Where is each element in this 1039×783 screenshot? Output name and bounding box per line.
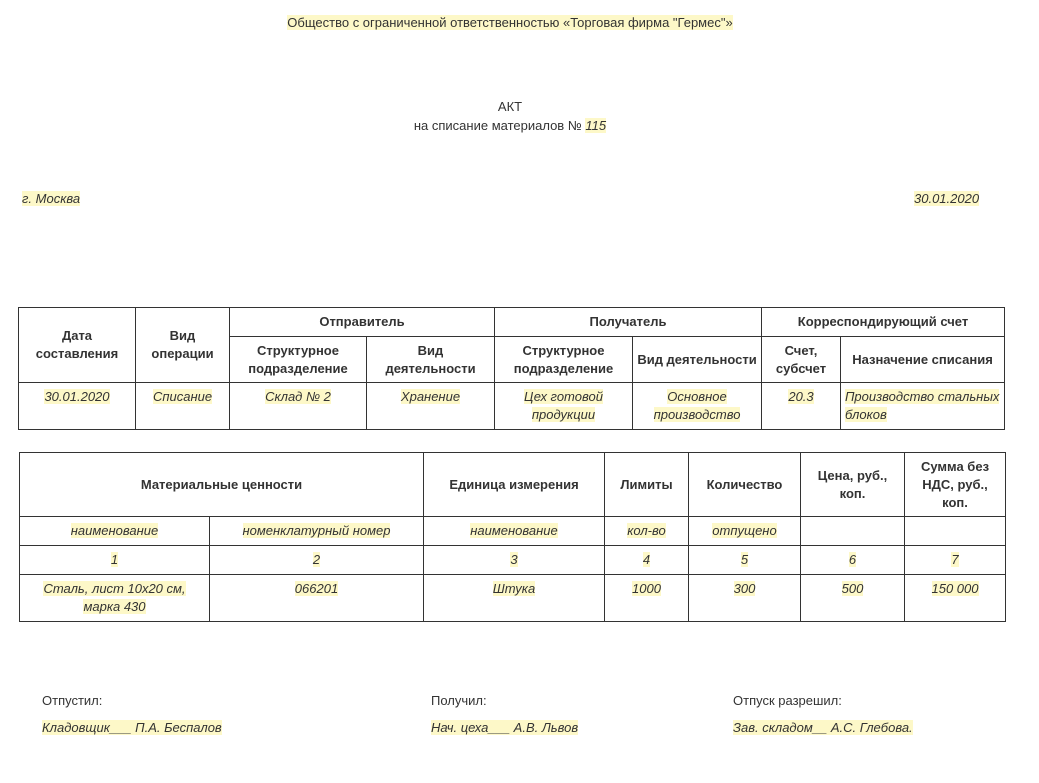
header-sum: Сумма без НДС, руб., коп. — [905, 453, 1006, 517]
column-number: 1 — [20, 546, 210, 575]
column-number: 4 — [605, 546, 689, 575]
cell-receiver-unit: Цех готовой продукции — [495, 383, 633, 430]
column-number: 6 — [801, 546, 905, 575]
header-receiver-unit: Структурное подразделение — [495, 337, 633, 383]
released-label: Отпустил: — [42, 693, 103, 708]
header-operation: Вид операции — [136, 308, 230, 383]
header-subaccount: Счет, субсчет — [762, 337, 841, 383]
header-sender-unit: Структурное подразделение — [230, 337, 367, 383]
act-subtitle-text: на списание материалов № — [413, 118, 582, 133]
cell-price: 500 — [801, 575, 905, 622]
write-off-info-table — [18, 307, 1005, 430]
cell-sum: 150 000 — [905, 575, 1006, 622]
cell-receiver-activity: Основное производство — [633, 383, 762, 430]
header-sender-activity: Вид деятельности — [367, 337, 495, 383]
column-numbers-row — [20, 546, 1006, 575]
cell-limit: 1000 — [605, 575, 689, 622]
city: г. Москва — [22, 191, 81, 206]
column-number: 2 — [210, 546, 424, 575]
header-account: Корреспондирующий счет — [762, 308, 1005, 337]
subheader-nomenclature: номенклатурный номер — [210, 517, 424, 546]
act-number: 115 — [585, 118, 607, 133]
cell-subaccount: 20.3 — [762, 383, 841, 430]
cell-sender-activity: Хранение — [367, 383, 495, 430]
materials-table — [19, 452, 1006, 622]
organization-name: Общество с ограниченной ответственностью «Торговая фирма "Гермес"» — [287, 15, 733, 30]
received-label: Получил: — [431, 693, 487, 708]
act-title: АКТ — [497, 99, 523, 114]
subheader-unit-name: наименование — [424, 517, 605, 546]
city-line — [22, 191, 80, 206]
header-unit: Единица измерения — [424, 453, 605, 517]
act-subtitle — [0, 118, 1020, 133]
subheader-empty-price — [801, 517, 905, 546]
approved-signature: Зав. складом__ А.С. Глебова. — [733, 720, 913, 735]
cell-nomenclature: 066201 — [210, 575, 424, 622]
column-number: 3 — [424, 546, 605, 575]
table-row — [20, 575, 1006, 622]
organization-line — [0, 15, 1020, 30]
table-row — [19, 383, 1005, 430]
header-limits: Лимиты — [605, 453, 689, 517]
header-purpose: Назначение списания — [841, 337, 1005, 383]
act-date: 30.01.2020 — [914, 191, 980, 206]
subheader-limits-qty: кол-во — [605, 517, 689, 546]
cell-operation: Списание — [136, 383, 230, 430]
header-sender: Отправитель — [230, 308, 495, 337]
approved-label: Отпуск разрешил: — [733, 693, 842, 708]
column-number: 7 — [905, 546, 1006, 575]
date-line — [914, 191, 979, 206]
cell-date: 30.01.2020 — [19, 383, 136, 430]
subheader-issued: отпущено — [689, 517, 801, 546]
header-materials: Материальные ценности — [20, 453, 424, 517]
cell-unit: Штука — [424, 575, 605, 622]
header-quantity: Количество — [689, 453, 801, 517]
cell-quantity: 300 — [689, 575, 801, 622]
header-receiver-activity: Вид деятельности — [633, 337, 762, 383]
subheader-name: наименование — [20, 517, 210, 546]
cell-material-name: Сталь, лист 10х20 см, марка 430 — [20, 575, 210, 622]
subheader-empty-sum — [905, 517, 1006, 546]
column-number: 5 — [689, 546, 801, 575]
header-date: Дата составления — [19, 308, 136, 383]
cell-purpose: Производство стальных блоков — [841, 383, 1005, 430]
cell-sender-unit: Склад № 2 — [230, 383, 367, 430]
header-price: Цена, руб., коп. — [801, 453, 905, 517]
header-receiver: Получатель — [495, 308, 762, 337]
released-signature: Кладовщик___ П.А. Беспалов — [42, 720, 222, 735]
received-signature: Нач. цеха___ А.В. Львов — [431, 720, 579, 735]
